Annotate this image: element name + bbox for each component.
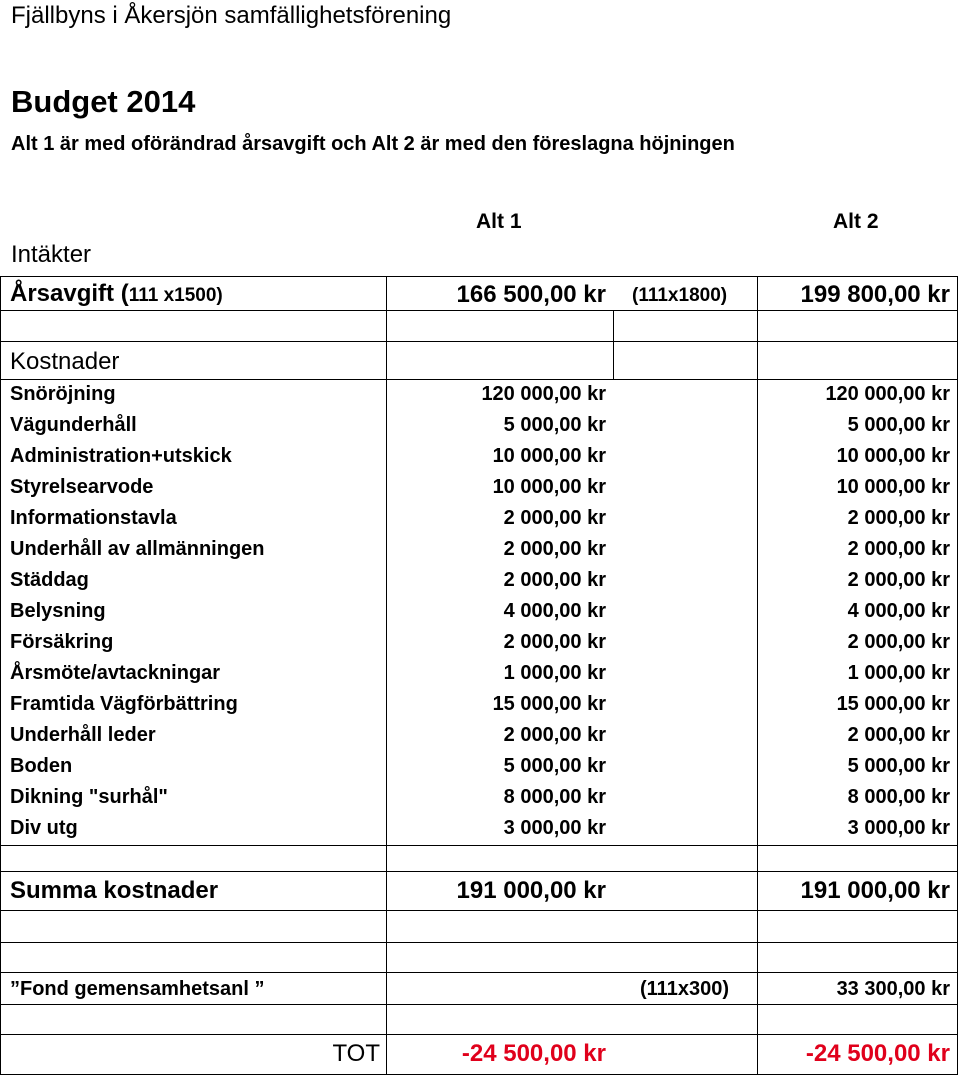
- cost-item-label: Administration+utskick: [10, 445, 232, 467]
- cost-item-label: Vägunderhåll: [10, 414, 137, 436]
- fund-alt2-calc: (111x300): [640, 978, 729, 1000]
- cost-item-label: Årsmöte/avtackningar: [10, 662, 221, 684]
- cost-item-alt1-value: 10 000,00 kr: [492, 445, 606, 467]
- organization-name: Fjällbyns i Åkersjön samfällighetsförening: [11, 2, 452, 29]
- fund-alt2-value: 33 300,00 kr: [836, 978, 950, 1000]
- tot-alt1-value: -24 500,00 kr: [461, 1040, 606, 1067]
- cost-item-label: Belysning: [10, 600, 106, 622]
- cost-item-alt1-value: 5 000,00 kr: [503, 414, 606, 436]
- cost-item-label: Div utg: [10, 817, 78, 839]
- cost-item-alt1-value: 120 000,00 kr: [481, 383, 606, 405]
- cost-item-label: Boden: [10, 755, 73, 777]
- tot-label: TOT: [332, 1040, 380, 1067]
- income-alt2-value: 199 800,00 kr: [800, 281, 950, 308]
- cost-item-alt2-value: 2 000,00 kr: [847, 507, 950, 529]
- cost-item-alt2-value: 8 000,00 kr: [847, 786, 950, 808]
- cost-item-alt2-value: 2 000,00 kr: [847, 724, 950, 746]
- cost-item-label: Städdag: [10, 569, 89, 591]
- cost-item-alt1-value: 10 000,00 kr: [492, 476, 606, 498]
- cost-item-alt2-value: 4 000,00 kr: [847, 600, 950, 622]
- page-title: Budget 2014: [11, 84, 196, 119]
- cost-item-alt2-value: 2 000,00 kr: [847, 538, 950, 560]
- column-header-alt2: Alt 2: [833, 210, 879, 233]
- summary-label: Summa kostnader: [10, 877, 219, 904]
- cost-item-alt1-value: 2 000,00 kr: [503, 569, 606, 591]
- cost-item-label: Försäkring: [10, 631, 114, 653]
- income-alt2-calc: (111x1800): [632, 285, 728, 306]
- cost-item-alt1-value: 15 000,00 kr: [492, 693, 606, 715]
- cost-item-alt1-value: 1 000,00 kr: [503, 662, 606, 684]
- section-label-income: Intäkter: [11, 241, 92, 268]
- income-alt1-value: 166 500,00 kr: [456, 281, 606, 308]
- subtitle: Alt 1 är med oförändrad årsavgift och Alt 2 är med den föreslagna höjningen: [11, 133, 735, 155]
- cost-item-alt2-value: 5 000,00 kr: [847, 414, 950, 436]
- cost-item-alt2-value: 1 000,00 kr: [847, 662, 950, 684]
- cost-item-alt2-value: 5 000,00 kr: [847, 755, 950, 777]
- cost-item-alt1-value: 2 000,00 kr: [503, 507, 606, 529]
- column-header-alt1: Alt 1: [476, 210, 522, 233]
- cost-item-alt2-value: 3 000,00 kr: [847, 817, 950, 839]
- fund-label: ”Fond gemensamhetsanl ”: [10, 978, 265, 1000]
- cost-item-alt2-value: 120 000,00 kr: [825, 383, 950, 405]
- cost-item-alt1-value: 5 000,00 kr: [503, 755, 606, 777]
- cost-item-alt1-value: 2 000,00 kr: [503, 724, 606, 746]
- section-label-costs: Kostnader: [10, 348, 120, 375]
- cost-item-alt2-value: 2 000,00 kr: [847, 569, 950, 591]
- cost-item-label: Dikning "surhål": [10, 786, 168, 808]
- cost-item-alt1-value: 4 000,00 kr: [503, 600, 606, 622]
- summary-alt2-value: 191 000,00 kr: [800, 877, 950, 904]
- cost-item-alt1-value: 8 000,00 kr: [503, 786, 606, 808]
- cost-item-alt1-value: 2 000,00 kr: [503, 631, 606, 653]
- income-row-label: Årsavgift (111 x1500): [10, 280, 223, 307]
- cost-item-label: Styrelsearvode: [10, 476, 154, 498]
- cost-item-label: Informationstavla: [10, 507, 177, 529]
- cost-item-alt1-value: 2 000,00 kr: [503, 538, 606, 560]
- summary-alt1-value: 191 000,00 kr: [456, 877, 606, 904]
- cost-item-alt2-value: 10 000,00 kr: [836, 476, 950, 498]
- cost-item-label: Underhåll leder: [10, 724, 156, 746]
- cost-item-alt2-value: 2 000,00 kr: [847, 631, 950, 653]
- tot-alt2-value: -24 500,00 kr: [805, 1040, 950, 1067]
- cost-item-alt2-value: 10 000,00 kr: [836, 445, 950, 467]
- cost-item-label: Snöröjning: [10, 383, 116, 405]
- cost-item-label: Underhåll av allmänningen: [10, 538, 265, 560]
- cost-item-alt2-value: 15 000,00 kr: [836, 693, 950, 715]
- cost-item-alt1-value: 3 000,00 kr: [503, 817, 606, 839]
- cost-item-label: Framtida Vägförbättring: [10, 693, 238, 715]
